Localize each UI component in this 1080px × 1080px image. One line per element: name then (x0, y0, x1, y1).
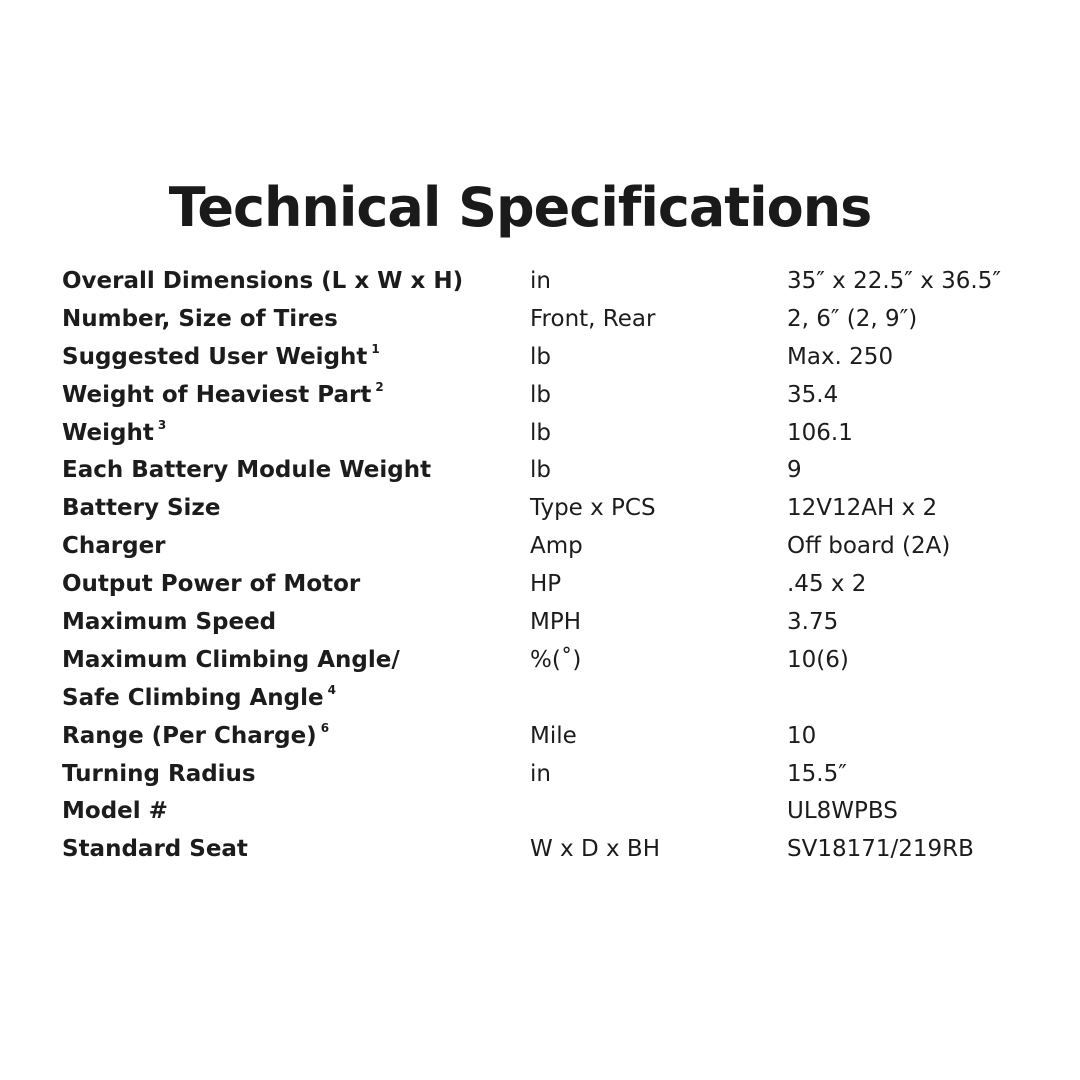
footnote-marker: 1 (371, 341, 380, 356)
spec-label: Model # (62, 798, 168, 825)
spec-label: Battery Size (62, 495, 221, 522)
spec-row (62, 604, 1052, 642)
spec-unit: Type x PCS (530, 495, 656, 522)
spec-value: 10 (787, 722, 817, 749)
spec-value: 10(6) (787, 646, 849, 673)
page-title: Technical Specifications (168, 176, 872, 239)
spec-label: Weight of Heaviest Part $^2$ (62, 379, 384, 408)
spec-unit: MPH (530, 609, 582, 636)
spec-unit: lb (530, 343, 551, 370)
spec-label: Safe Climbing Angle $^4$ (62, 682, 336, 711)
spec-value: 9 (787, 457, 802, 484)
footnote-marker: 3 (157, 417, 167, 432)
spec-value: 106.1 (787, 419, 853, 446)
spec-label: Each Battery Module Weight (62, 457, 432, 484)
footnote-marker: 6 (320, 720, 330, 735)
spec-value: 3.75 (787, 609, 839, 636)
spec-label: Output Power of Motor (62, 571, 361, 598)
spec-row (62, 301, 1052, 339)
spec-value: 35.4 (787, 381, 839, 408)
spec-label: Turning Radius (62, 760, 256, 787)
spec-unit: Amp (530, 533, 583, 560)
spec-value: UL8WPBS (787, 798, 898, 825)
footnote-marker: 4 (327, 682, 336, 697)
spec-label: Number, Size of Tires (62, 305, 338, 332)
spec-unit: HP (530, 571, 562, 598)
spec-row (62, 263, 1052, 301)
spec-row (62, 756, 1052, 794)
spec-row (62, 642, 1052, 680)
spec-label: Charger (62, 533, 166, 560)
spec-unit: %(˚) (530, 646, 582, 673)
spec-unit: in (530, 760, 551, 787)
spec-row (62, 566, 1052, 604)
spec-row (62, 377, 1052, 415)
spec-row (62, 718, 1052, 756)
spec-unit: lb (530, 419, 551, 446)
spec-unit: Front, Rear (530, 305, 656, 332)
footnote-marker: 2 (375, 379, 384, 394)
spec-value: 2, 6″ (2, 9″) (787, 305, 918, 332)
spec-label: Maximum Speed (62, 609, 277, 636)
spec-unit: Mile (530, 722, 577, 749)
spec-value: 35″ x 22.5″ x 36.5″ (787, 268, 1001, 294)
spec-row (62, 452, 1052, 490)
spec-row (62, 831, 1052, 869)
spec-label: Suggested User Weight $^1$ (62, 341, 380, 370)
spec-label: Maximum Climbing Angle/ (62, 646, 400, 673)
spec-row (62, 490, 1052, 528)
spec-unit: in (530, 268, 551, 294)
spec-value: Max. 250 (787, 343, 894, 370)
spec-unit: lb (530, 381, 551, 408)
spec-label: Standard Seat (62, 836, 248, 863)
spec-row (62, 528, 1052, 566)
spec-row (62, 680, 1052, 718)
spec-value: .45 x 2 (787, 571, 867, 598)
spec-unit: W x D x BH (530, 836, 660, 863)
spec-row (62, 339, 1052, 377)
spec-table (62, 263, 1052, 869)
spec-label: Weight $^3$ (62, 417, 167, 446)
spec-value: 12V12AH x 2 (787, 495, 938, 522)
spec-row (62, 793, 1052, 831)
spec-value: SV18171/219RB (787, 836, 974, 863)
spec-value: 15.5″ (787, 760, 847, 787)
spec-unit: lb (530, 457, 551, 484)
spec-value: Off board (2A) (787, 533, 951, 560)
spec-row (62, 415, 1052, 453)
spec-label: Range (Per Charge) $^6$ (62, 720, 330, 749)
spec-label: Overall Dimensions (L x W x H) (62, 268, 464, 294)
